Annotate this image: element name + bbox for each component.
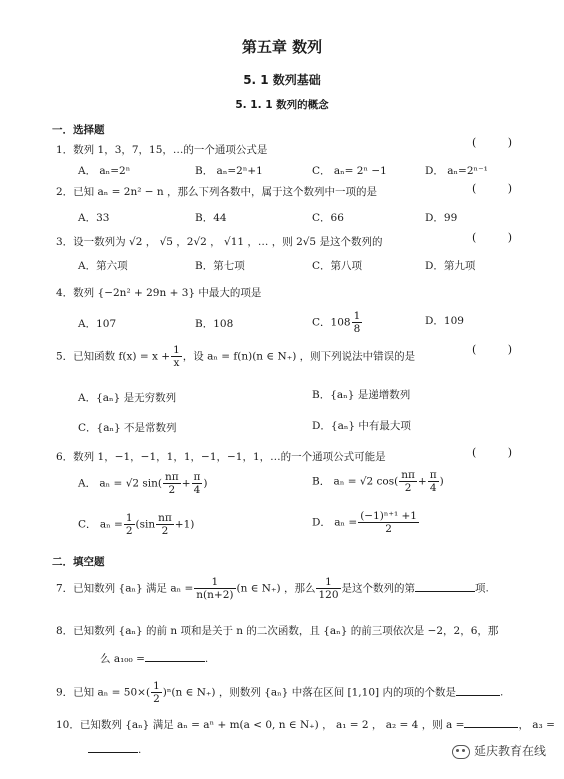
- question-6-answer-blank: ( ): [472, 446, 527, 459]
- wechat-icon: [452, 745, 470, 759]
- question-4-option-c: [312, 310, 363, 335]
- question-8-line-1: 8．已知数列 {aₙ} 的前 n 项和是关于 n 的二次函数，且 {aₙ} 的前三项依次是 −2，2，6，那: [56, 625, 499, 637]
- question-10-line-1: 10．已知数列 {aₙ} 满足 aₙ = aⁿ + m(a < 0, n ∈ N₊) ， a₁ = 2 ， a₂ = 4 ，则 a = ， a₃ =: [56, 719, 555, 731]
- question-1-option-d: D． aₙ=2ⁿ⁻¹: [425, 165, 488, 177]
- question-8-line-2: 么 a₁₀₀ = .: [100, 653, 209, 665]
- question-3-option-b: B．第七项: [195, 260, 245, 272]
- question-3-answer-blank: ( ): [472, 231, 527, 244]
- question-1-stem: 1．数列 1，3，7，15，…的一个通项公式是: [56, 144, 268, 156]
- question-6-option-c: C． aₙ = $\frac{1}{2}$ (sin $\frac{n\pi}{2}$ +1): [78, 512, 195, 537]
- question-9-answer-blank[interactable]: [456, 695, 500, 696]
- question-4-option-b: B．108: [195, 318, 234, 330]
- question-2-option-d: D．99: [425, 212, 458, 224]
- watermark-text: 延庆教育在线: [473, 744, 546, 758]
- question-10-blank-a3[interactable]: [88, 752, 138, 753]
- question-2-option-b: B．44: [195, 212, 227, 224]
- question-6-stem: 6．数列 1，−1，−1，1，1，−1，−1，1，…的一个通项公式可能是: [56, 451, 386, 463]
- section-title: 5. 1 数列基础: [243, 73, 321, 87]
- question-1-option-c: C． aₙ= 2ⁿ −1: [312, 165, 387, 177]
- question-9: 9．已知 aₙ = 50×( $\frac{1}{2}$ )ⁿ(n ∈ N₊) ，则数列 {aₙ} 中落在区间 [1,10] 内的项的个数是 .: [56, 680, 504, 705]
- question-5-option-d: D．{aₙ} 中有最大项: [312, 420, 411, 432]
- question-6-option-a: A． aₙ = √2 sin( $\frac{n\pi}{2}$ + $\frac{\pi}{4}$ ): [78, 471, 208, 496]
- part1-title: 一．选择题: [52, 124, 105, 136]
- question-5-answer-blank: ( ): [472, 343, 527, 356]
- question-4-option-c-whole: C．108: [312, 316, 351, 329]
- question-5-option-c: C．{aₙ} 不是常数列: [78, 422, 177, 434]
- question-5-option-b: B．{aₙ} 是递增数列: [312, 389, 411, 401]
- question-1-option-b: B． aₙ=2ⁿ+1: [195, 165, 263, 177]
- question-8-answer-blank[interactable]: [145, 661, 205, 662]
- part2-title: 二．填空题: [52, 556, 105, 568]
- subsection-title: 5. 1. 1 数列的概念: [235, 99, 329, 111]
- question-10-blank-a[interactable]: [464, 727, 518, 728]
- question-2-option-c: C．66: [312, 212, 344, 224]
- question-4-option-d: D．109: [425, 315, 464, 327]
- question-3-stem: 3．设一数列为 √2 ， √5 ，2√2 ， √11 ，… ，则 2√5 是这个数列的: [56, 236, 383, 248]
- question-3-option-d: D．第九项: [425, 260, 476, 272]
- chapter-title: 第五章 数列: [241, 38, 323, 56]
- question-1-option-a: A． aₙ=2ⁿ: [78, 165, 131, 177]
- question-5-stem: 5．已知函数 f(x) = x + $\frac{1}{x}$ ，设 aₙ = f(n)(n ∈ N₊) ，则下列说法中错误的是: [56, 344, 416, 369]
- question-6-option-d: D． aₙ = $\frac{\text{(−1)ⁿ⁺¹ +1}}{2}$: [312, 510, 417, 535]
- watermark: [452, 742, 546, 759]
- question-2-option-a: A．33: [78, 212, 110, 224]
- question-5-option-a: A．{aₙ} 是无穷数列: [78, 392, 177, 404]
- question-7: 7．已知数列 {aₙ} 满足 aₙ = $\frac{1}{n(n+2)}$ (n ∈ N₊) ，那么 $\frac{1}{120}$ 是这个数列的第 项.: [56, 576, 489, 601]
- question-4-stem: 4．数列 {−2n² + 29n + 3} 中最大的项是: [56, 287, 262, 299]
- question-2-answer-blank: ( ): [472, 182, 527, 195]
- question-7-answer-blank[interactable]: [415, 591, 475, 592]
- question-3-option-a: A．第六项: [78, 260, 128, 272]
- question-6-option-b: B． aₙ = √2 cos( $\frac{n\pi}{2}$ + $\frac{\pi}{4}$ ): [312, 469, 444, 494]
- question-2-stem: 2．已知 aₙ = 2n² − n ，那么下列各数中，属于这个数列中一项的是: [56, 186, 378, 198]
- question-10-line-2: .: [88, 744, 141, 756]
- question-5-fraction: $\frac{1}{x}$: [173, 344, 180, 369]
- question-1-answer-blank: ( ): [472, 136, 527, 149]
- question-3-option-c: C．第八项: [312, 260, 363, 272]
- question-4-option-c-fraction: $\frac{1}{8}$: [353, 310, 361, 335]
- question-4-option-a: A．107: [78, 318, 117, 330]
